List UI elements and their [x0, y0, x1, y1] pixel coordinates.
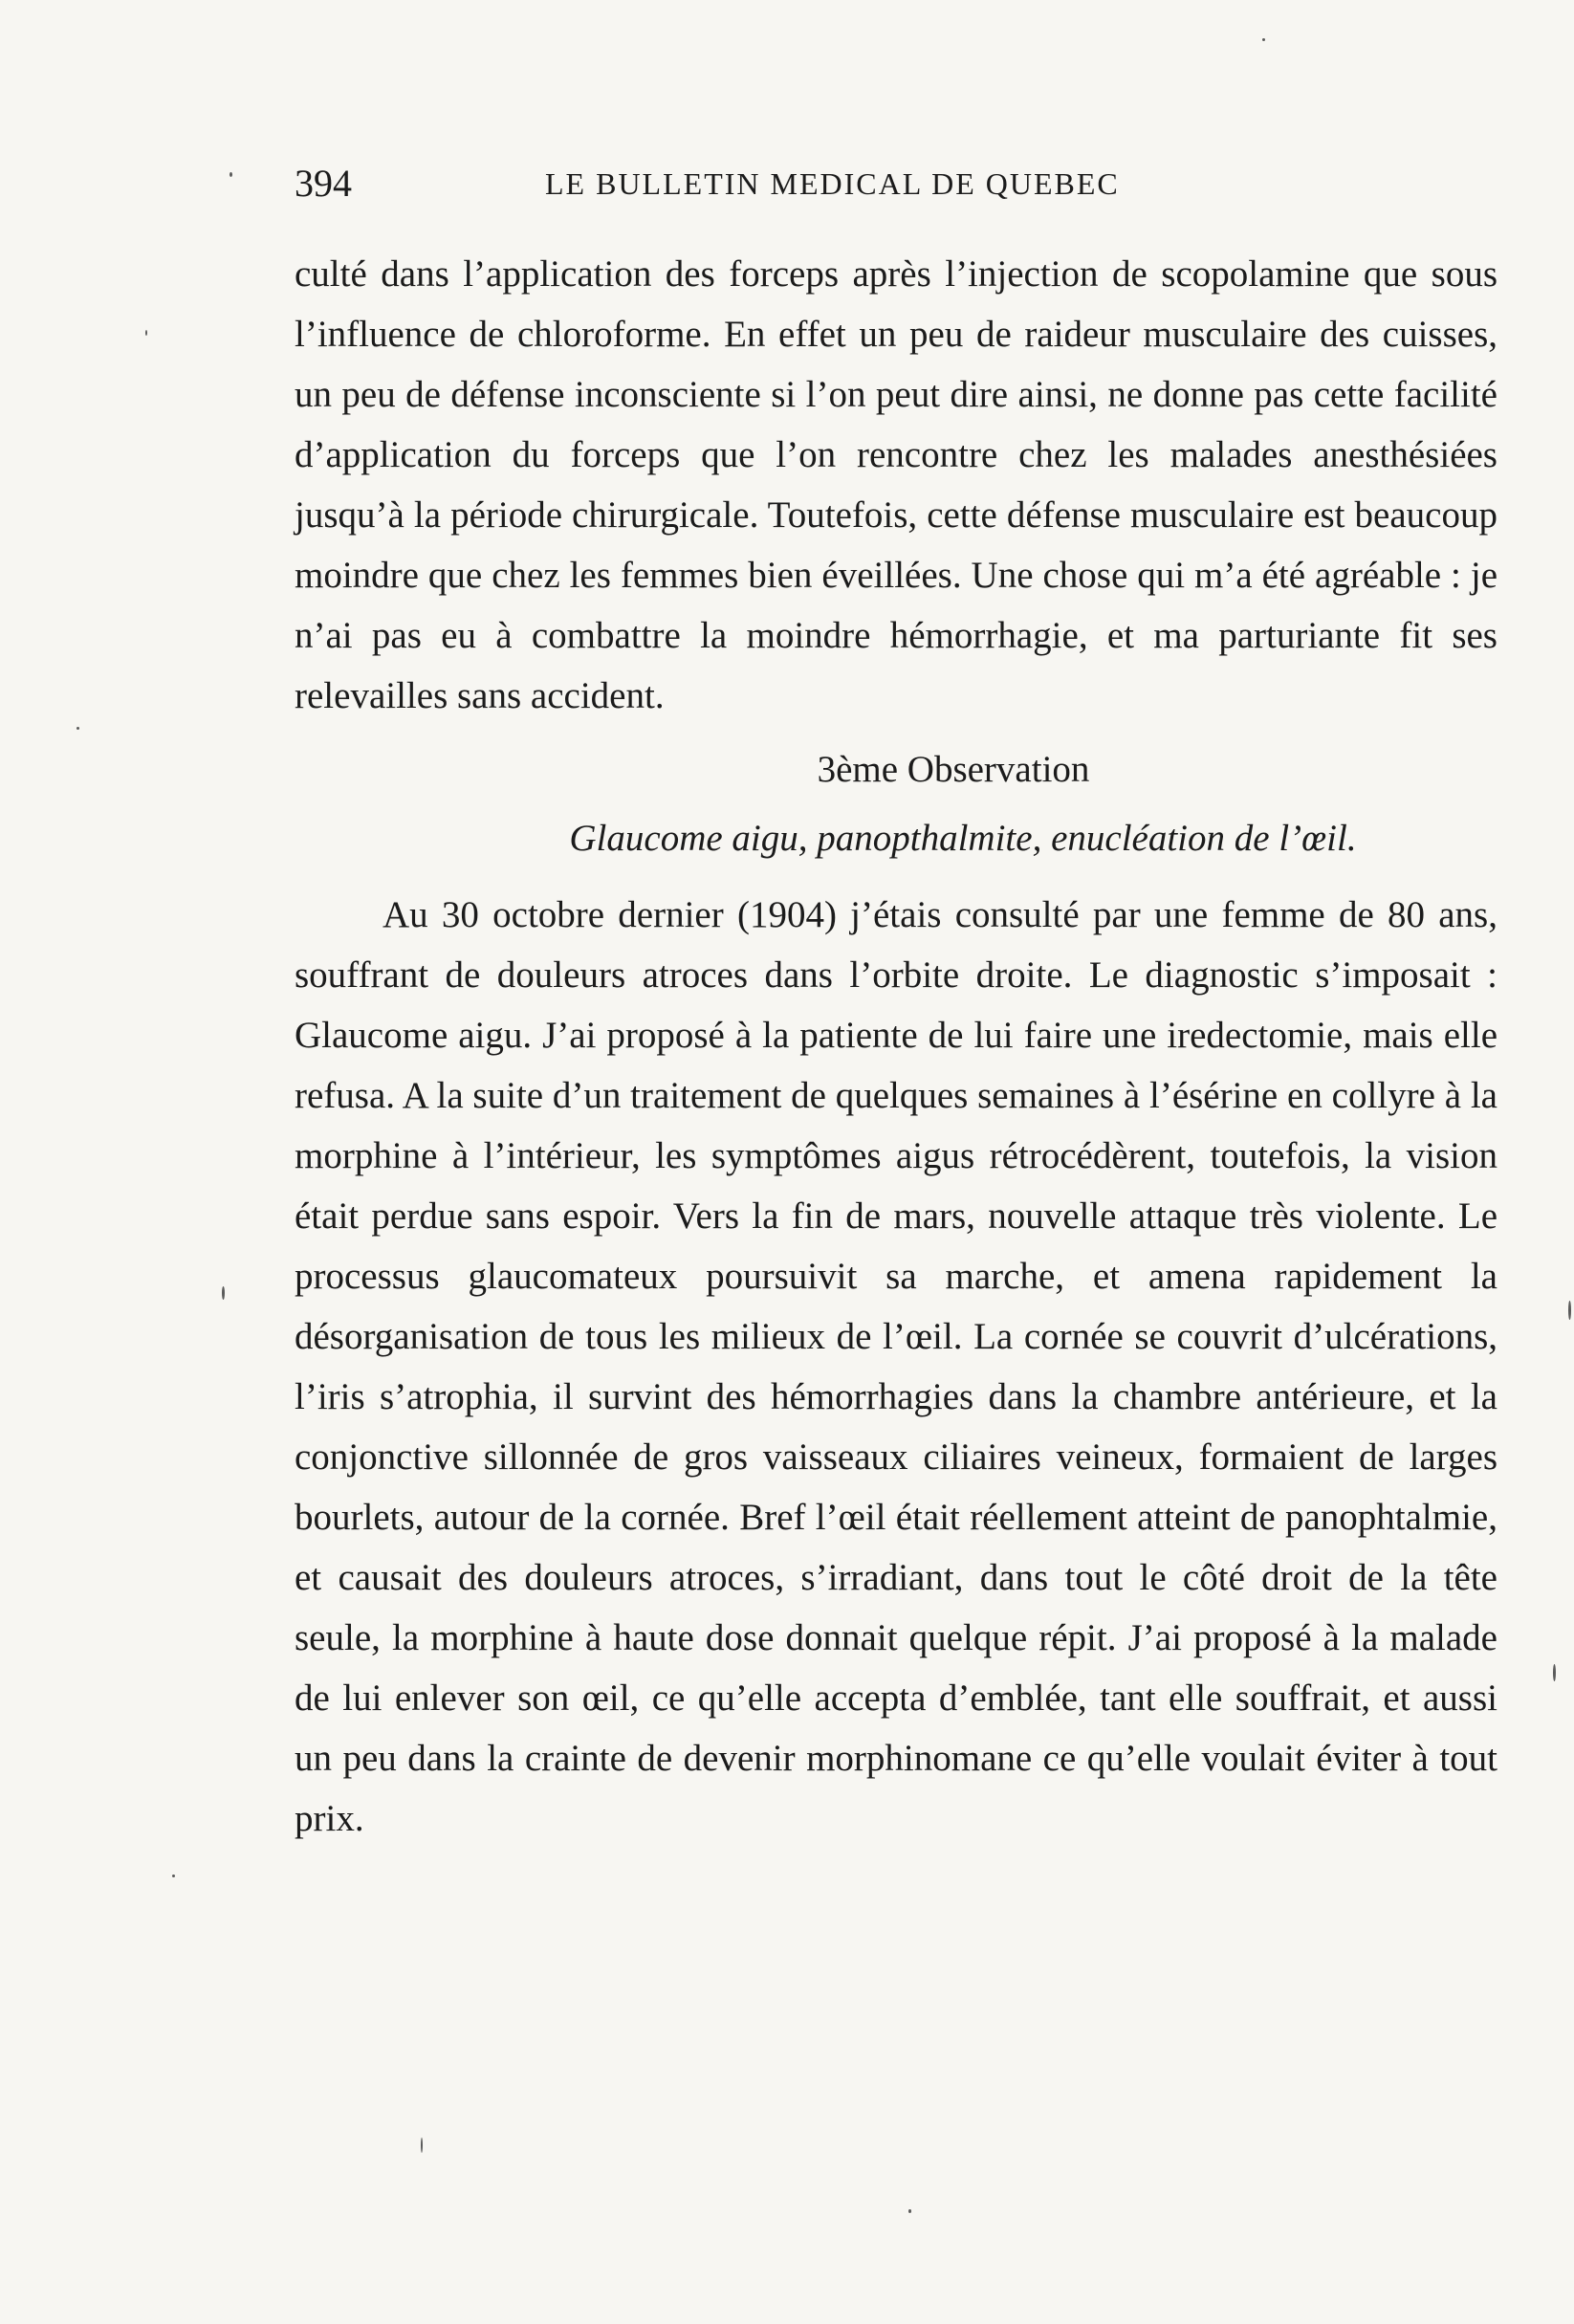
page-header — [287, 155, 1501, 212]
scan-speck — [77, 727, 79, 730]
paragraph-observation: Au 30 octobre dernier (1904) j’étais consulté par une femme de 80 ans, souffrant de douleurs atroces dans l’orbite droite. Le diagnostic s’imposait : Glaucome aigu. J’ai proposé à la patiente de lui faire une iredectomie, mais elle refusa. A la suite d’un traitement de quelques semaines à l’ésérine en collyre à la morphine à l’intérieur, les symptômes aigus rétrocédèrent, toutefois, la vision était perdue sans espoir. Vers la fin de mars, nouvelle attaque très violente. Le processus glaucomateux poursuivit sa marche, et amena rapidement la désorganisation de tous les milieux de l’œil. La cornée se couvrit d’ulcérations, l’iris s’atrophia, il survint des hémorrhagies dans la chambre antérieure, et la conjonctive sillonnée de gros vaisseaux ciliaires veineux, formaient de larges bourlets, autour de la cornée. Bref l’œil était réellement atteint de panophtalmie, et causait des douleurs atroces, s’irradiant, dans tout le côté droit de la tête seule, la morphine à haute dose donnait quelque répit. J’ai proposé à la malade de lui enlever son œil, ce qu’elle accepta d’emblée, tant elle souffrait, et aussi un peu dans la crainte de devenir morphinomane ce qu’elle voulait éviter à tout prix. — [295, 894, 1497, 1839]
scan-speck — [1568, 1301, 1571, 1320]
scan-speck — [908, 2209, 911, 2213]
scan-speck — [222, 1286, 225, 1300]
scan-speck — [421, 2138, 423, 2153]
page-number: 394 — [295, 162, 352, 205]
section-subtitle: Glaucome aigu, panopthalmite, enucléation de l’œil. — [569, 818, 1357, 859]
section-title: 3ème Observation — [817, 749, 1090, 790]
running-title: LE BULLETIN MEDICAL DE QUEBEC — [545, 166, 1120, 201]
scan-speck — [230, 172, 232, 177]
scan-speck — [1262, 38, 1265, 41]
paragraph-continuation: culté dans l’application des forceps après l’injection de scopolamine que sous l’influence de chloroforme. En effet un peu de raideur musculaire des cuisses, un peu de défense inconsciente si l’on peut dire ainsi, ne donne pas cette facilité d’application du forceps que l’on rencontre chez les malades anesthésiées jusqu’à la période chirurgicale. Toutefois, cette défense musculaire est beaucoup moindre que chez les femmes bien éveillées. Une chose qui m’a été agréable : je n’ai pas eu à combattre la moindre hémorrhagie, et ma parturiante fit ses relevailles sans accident. — [295, 253, 1497, 716]
scan-speck — [145, 330, 147, 336]
scan-speck — [1553, 1664, 1556, 1681]
body-text — [295, 244, 1497, 1849]
scan-speck — [172, 1875, 175, 1877]
